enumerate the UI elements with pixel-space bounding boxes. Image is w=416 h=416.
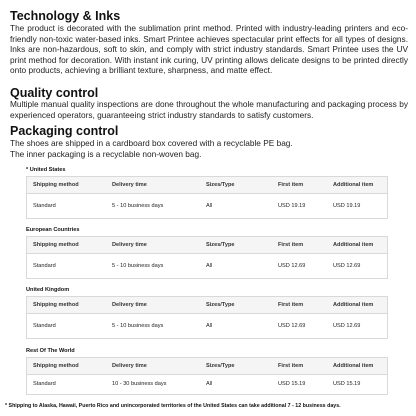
additional-item-price-cell: USD 12.69 — [333, 323, 361, 329]
shipping-footnote: * Shipping to Alaska, Hawaii, Puerto Rico and unincorporated territories of the United States can take additional 7 - 12 business days. — [5, 403, 341, 409]
table-header-row — [27, 358, 387, 375]
quality-text: Multiple manual quality inspections are done throughout the whole manufacturing and packaging process by experienced operators, guaranteeing strict industry standards to satisfy customers. — [10, 99, 408, 120]
shipping-method-cell: Standard — [33, 323, 56, 329]
packaging-heading: Packaging control — [10, 124, 119, 138]
shipping-table-rest-of-the-world — [26, 357, 388, 395]
region-label-united-states: * United States — [26, 167, 66, 173]
column-header-sizes-type: Sizes/Type — [206, 363, 235, 369]
shipping-table-european-countries — [26, 236, 388, 279]
delivery-time-cell: 5 - 10 business days — [112, 203, 164, 209]
column-header-first-item: First item — [278, 363, 304, 369]
column-header-shipping-method: Shipping method — [33, 242, 79, 248]
column-header-sizes-type: Sizes/Type — [206, 242, 235, 248]
column-header-additional-item: Additional item — [333, 363, 374, 369]
table-row — [27, 194, 387, 218]
region-label-european-countries: European Countries — [26, 227, 80, 233]
table-row — [27, 314, 387, 338]
column-header-additional-item: Additional item — [333, 182, 374, 188]
additional-item-price-cell: USD 19.19 — [333, 203, 361, 209]
region-label-united-kingdom: United Kingdom — [26, 287, 70, 293]
column-header-additional-item: Additional item — [333, 302, 374, 308]
table-header-row — [27, 297, 387, 314]
column-header-sizes-type: Sizes/Type — [206, 182, 235, 188]
shipping-table-united-kingdom — [26, 296, 388, 339]
delivery-time-cell: 10 - 30 business days — [112, 381, 167, 387]
additional-item-price-cell: USD 12.69 — [333, 263, 361, 269]
table-row — [27, 375, 387, 394]
column-header-sizes-type: Sizes/Type — [206, 302, 235, 308]
table-row — [27, 254, 387, 278]
sizes-type-cell: All — [206, 381, 213, 387]
column-header-additional-item: Additional item — [333, 242, 374, 248]
column-header-shipping-method: Shipping method — [33, 363, 79, 369]
column-header-shipping-method: Shipping method — [33, 302, 79, 308]
column-header-first-item: First item — [278, 182, 304, 188]
shipping-table-united-states — [26, 176, 388, 219]
additional-item-price-cell: USD 15.19 — [333, 381, 361, 387]
column-header-delivery-time: Delivery time — [112, 242, 147, 248]
shipping-method-cell: Standard — [33, 203, 56, 209]
shipping-method-cell: Standard — [33, 263, 56, 269]
first-item-price-cell: USD 15.19 — [278, 381, 306, 387]
first-item-price-cell: USD 19.19 — [278, 203, 306, 209]
region-label-rest-of-the-world: Rest Of The World — [26, 348, 75, 354]
technology-heading: Technology & Inks — [10, 9, 121, 23]
column-header-shipping-method: Shipping method — [33, 182, 79, 188]
column-header-first-item: First item — [278, 302, 304, 308]
table-header-row — [27, 237, 387, 254]
first-item-price-cell: USD 12.69 — [278, 323, 306, 329]
column-header-delivery-time: Delivery time — [112, 182, 147, 188]
packaging-line-1: The shoes are shipped in a cardboard box covered with a recyclable PE bag. — [10, 138, 293, 148]
quality-heading: Quality control — [10, 86, 99, 100]
sizes-type-cell: All — [206, 203, 213, 209]
first-item-price-cell: USD 12.69 — [278, 263, 306, 269]
delivery-time-cell: 5 - 10 business days — [112, 263, 164, 269]
technology-text: The product is decorated with the sublimation print method. Printed with industry-leading printers and eco-friendly non-toxic water-based inks. Smart Printee achieves spectacular print effects for all types of designs. Inks are non-hazardous, soft to skin, and comply with strict industry standards. Smart Printee uses the UV print method for decoration. With instant ink curing, UV printing allows delicate designs to be printed directly onto products, achieving a brilliant texture, sharpness, and matte effect. — [10, 23, 408, 76]
column-header-first-item: First item — [278, 242, 304, 248]
delivery-time-cell: 5 - 10 business days — [112, 323, 164, 329]
sizes-type-cell: All — [206, 263, 213, 269]
column-header-delivery-time: Delivery time — [112, 363, 147, 369]
table-header-row — [27, 177, 387, 194]
sizes-type-cell: All — [206, 323, 213, 329]
packaging-line-2: The inner packaging is a recyclable non-woven bag. — [10, 149, 202, 159]
column-header-delivery-time: Delivery time — [112, 302, 147, 308]
shipping-method-cell: Standard — [33, 381, 56, 387]
